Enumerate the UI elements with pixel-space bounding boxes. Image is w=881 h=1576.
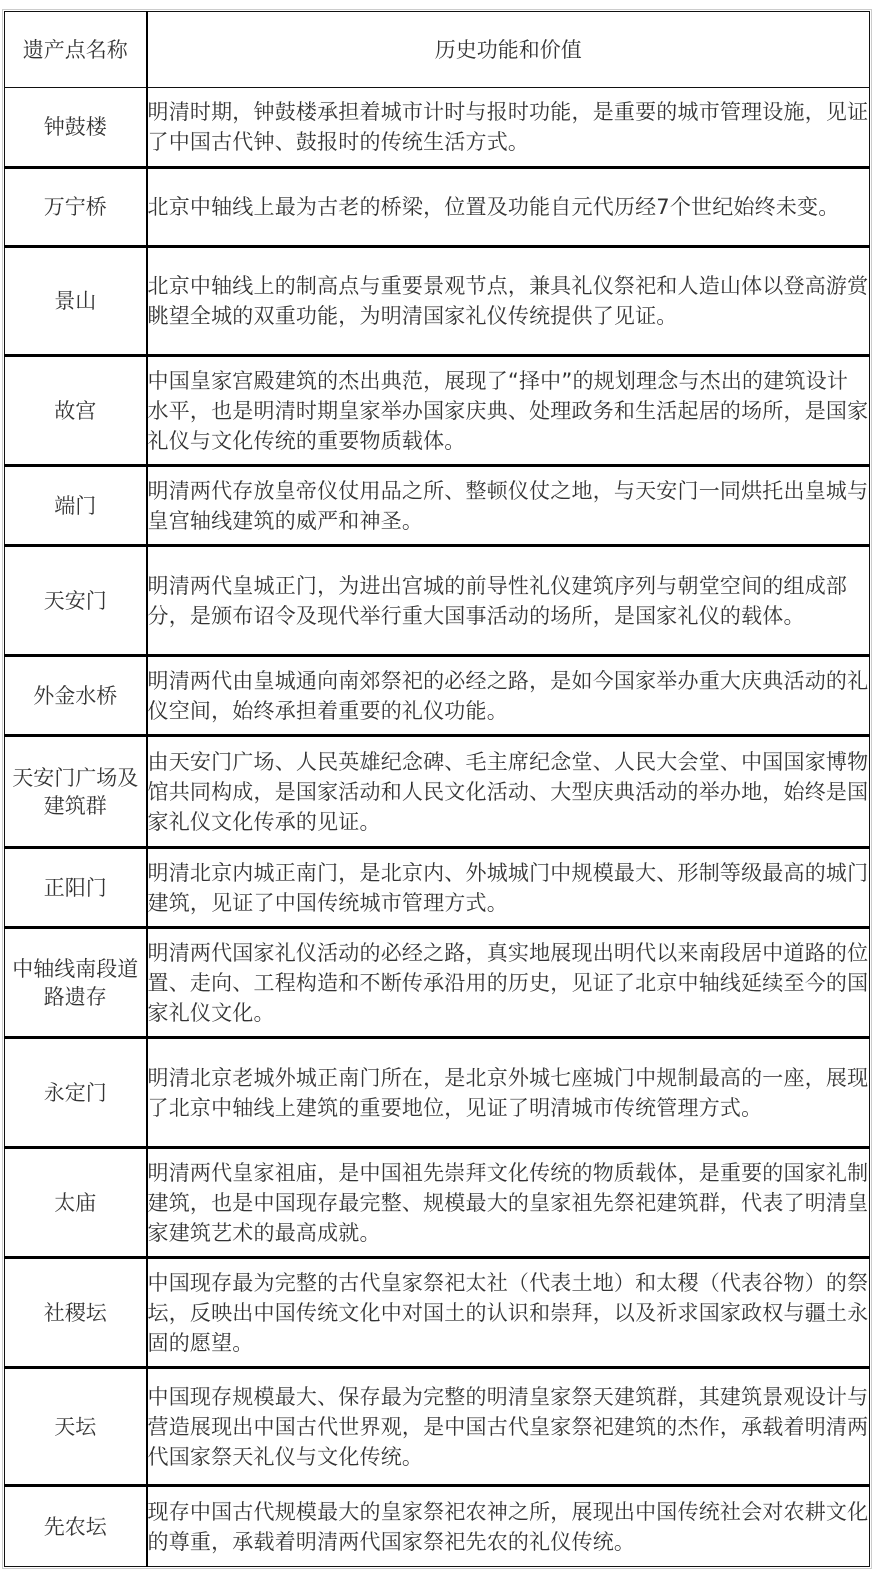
site-name-cell: 天坛 bbox=[5, 1368, 147, 1486]
site-description-cell: 明清两代皇城正门，为进出宫城的前导性礼仪建筑序列与朝堂空间的组成部分，是颁布诏令及现代举行重大国事活动的场所，是国家礼仪的载体。 bbox=[147, 546, 870, 656]
site-name-cell: 天安门广场及建筑群 bbox=[5, 736, 147, 848]
site-name-cell: 社稷坛 bbox=[5, 1258, 147, 1368]
table-row bbox=[5, 1368, 870, 1486]
site-description-cell: 现存中国古代规模最大的皇家祭祀农神之所，展现出中国传统社会对农耕文化的尊重，承载着明清两代国家祭祀先农的礼仪传统。 bbox=[147, 1486, 870, 1567]
site-description-cell: 明清两代国家礼仪活动的必经之路，真实地展现出明代以来南段居中道路的位置、走向、工程构造和不断传承沿用的历史，见证了北京中轴线延续至今的国家礼仪文化。 bbox=[147, 928, 870, 1038]
site-name-cell: 中轴线南段道路遗存 bbox=[5, 928, 147, 1038]
table-row bbox=[5, 88, 870, 168]
site-name-cell: 正阳门 bbox=[5, 848, 147, 928]
table-row bbox=[5, 247, 870, 356]
site-description-cell: 明清北京老城外城正南门所在，是北京外城七座城门中规制最高的一座，展现了北京中轴线上建筑的重要地位，见证了明清城市传统管理方式。 bbox=[147, 1038, 870, 1148]
site-description-cell: 北京中轴线上的制高点与重要景观节点，兼具礼仪祭祀和人造山体以登高游赏眺望全城的双重功能，为明清国家礼仪传统提供了见证。 bbox=[147, 247, 870, 356]
heritage-sites-table bbox=[4, 11, 870, 1567]
table-row bbox=[5, 546, 870, 656]
table-row bbox=[5, 1258, 870, 1368]
table-row bbox=[5, 928, 870, 1038]
header-site-name: 遗产点名称 bbox=[5, 12, 147, 88]
site-description-cell: 北京中轴线上最为古老的桥梁，位置及功能自元代历经7个世纪始终未变。 bbox=[147, 168, 870, 247]
table-row bbox=[5, 1148, 870, 1258]
site-description-cell: 明清北京内城正南门，是北京内、外城城门中规模最大、形制等级最高的城门建筑，见证了中国传统城市管理方式。 bbox=[147, 848, 870, 928]
site-description-cell: 中国皇家宫殿建筑的杰出典范，展现了“择中”的规划理念与杰出的建筑设计水平，也是明清时期皇家举办国家庆典、处理政务和生活起居的场所，是国家礼仪与文化传统的重要物质载体。 bbox=[147, 356, 870, 466]
site-name-cell: 钟鼓楼 bbox=[5, 88, 147, 168]
site-description-cell: 中国现存规模最大、保存最为完整的明清皇家祭天建筑群，其建筑景观设计与营造展现出中国古代世界观，是中国古代皇家祭祀建筑的杰作，承载着明清两代国家祭天礼仪与文化传统。 bbox=[147, 1368, 870, 1486]
table-row bbox=[5, 466, 870, 546]
site-name-cell: 永定门 bbox=[5, 1038, 147, 1148]
site-name-cell: 外金水桥 bbox=[5, 656, 147, 736]
site-description-cell: 由天安门广场、人民英雄纪念碑、毛主席纪念堂、人民大会堂、中国国家博物馆共同构成，是国家活动和人民文化活动、大型庆典活动的举办地，始终是国家礼仪文化传承的见证。 bbox=[147, 736, 870, 848]
site-name-cell: 故宫 bbox=[5, 356, 147, 466]
site-name-cell: 端门 bbox=[5, 466, 147, 546]
table-body bbox=[5, 88, 870, 1567]
site-description-cell: 中国现存最为完整的古代皇家祭祀太社（代表土地）和太稷（代表谷物）的祭坛，反映出中国传统文化中对国土的认识和崇拜，以及祈求国家政权与疆土永固的愿望。 bbox=[147, 1258, 870, 1368]
table-header-row bbox=[5, 12, 870, 88]
header-history-value: 历史功能和价值 bbox=[147, 12, 870, 88]
site-description-cell: 明清两代存放皇帝仪仗用品之所、整顿仪仗之地，与天安门一同烘托出皇城与皇宫轴线建筑的威严和神圣。 bbox=[147, 466, 870, 546]
table-row bbox=[5, 848, 870, 928]
site-description-cell: 明清两代由皇城通向南郊祭祀的必经之路，是如今国家举办重大庆典活动的礼仪空间，始终承担着重要的礼仪功能。 bbox=[147, 656, 870, 736]
site-description-cell: 明清时期，钟鼓楼承担着城市计时与报时功能，是重要的城市管理设施，见证了中国古代钟、鼓报时的传统生活方式。 bbox=[147, 88, 870, 168]
site-name-cell: 太庙 bbox=[5, 1148, 147, 1258]
site-description-cell: 明清两代皇家祖庙，是中国祖先崇拜文化传统的物质载体，是重要的国家礼制建筑，也是中国现存最完整、规模最大的皇家祖先祭祀建筑群，代表了明清皇家建筑艺术的最高成就。 bbox=[147, 1148, 870, 1258]
table-row bbox=[5, 168, 870, 247]
table-row bbox=[5, 356, 870, 466]
table-row bbox=[5, 1486, 870, 1567]
site-name-cell: 先农坛 bbox=[5, 1486, 147, 1567]
site-name-cell: 天安门 bbox=[5, 546, 147, 656]
table-row bbox=[5, 656, 870, 736]
site-name-cell: 景山 bbox=[5, 247, 147, 356]
table-row bbox=[5, 1038, 870, 1148]
site-name-cell: 万宁桥 bbox=[5, 168, 147, 247]
table-row bbox=[5, 736, 870, 848]
